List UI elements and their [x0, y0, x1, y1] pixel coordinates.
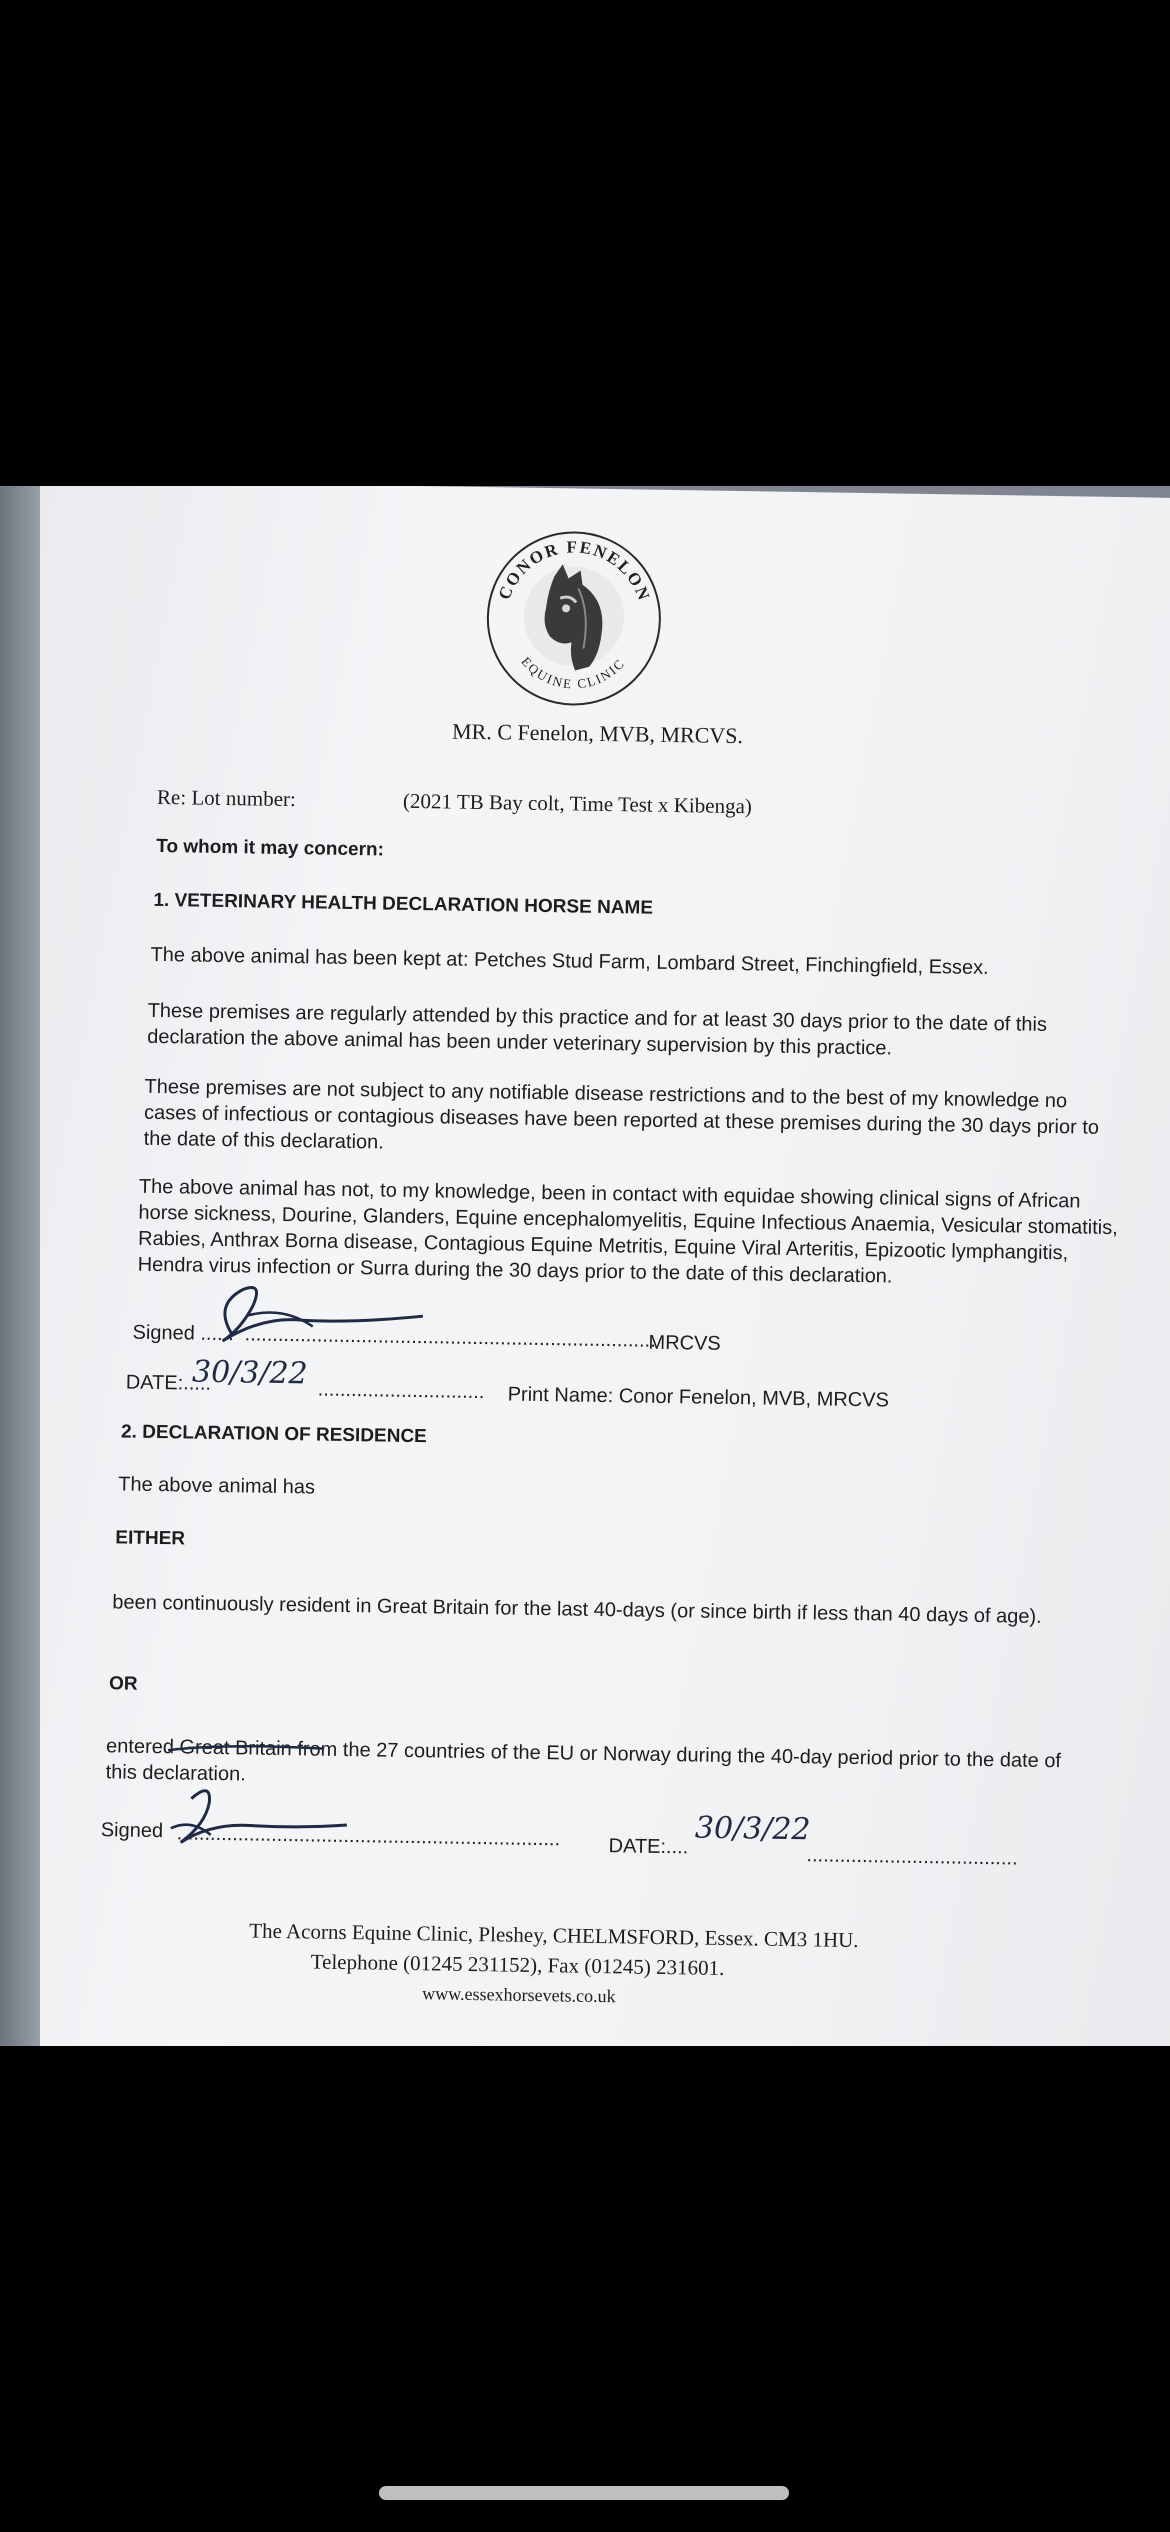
- section1-heading: 1. VETERINARY HEALTH DECLARATION HORSE NAME: [153, 889, 654, 919]
- footer-web: www.essexhorsevets.co.uk: [422, 1983, 616, 2007]
- date-dots-2: ......................................: [806, 1844, 1018, 1870]
- signed-label-1: Signed ......: [132, 1321, 234, 1346]
- date-handwritten-2: 30/3/22: [694, 1810, 811, 1848]
- home-indicator[interactable]: [379, 2486, 789, 2500]
- date-handwritten-1: 30/3/22: [191, 1354, 308, 1392]
- option-a-text: been continuously resident in Great Britain for the last 40-days (or since birth if less than 40 days of age).: [112, 1591, 1042, 1628]
- date-dots-1: ..............................: [317, 1378, 485, 1404]
- date-label-1: DATE:.....: [125, 1371, 212, 1395]
- strike-through-mark: [166, 1736, 326, 1763]
- mrcvs-label: MRCVS: [648, 1331, 721, 1355]
- kept-at-line: The above animal has been kept at: Petches Stud Farm, Lombard Street, Finchingfield, Essex.: [150, 943, 989, 980]
- restrictions-paragraph: These premises are not subject to any notifiable disease restrictions and to the best of my knowledge no cases of infectious or contagious diseases have been reported at these premises during the 30 days prior to the date of this declaration.: [143, 1075, 1100, 1154]
- signed-label-2: Signed: [100, 1819, 164, 1843]
- or-label: OR: [108, 1673, 138, 1695]
- print-name: Print Name: Conor Fenelon, MVB, MRCVS: [507, 1383, 890, 1412]
- disease-contact-paragraph: The above animal has not, to my knowledge, been in contact with equidae showing clinical signs of African horse sickness, Dourine, Glanders, Equine encephalomyelitis, Equine Infectious Anaemia, Vesicular stomatitis, Rabies, Anthrax Borna disease, Contagious Equine Metritis, Equine Viral Arteritis, Epizootic lymphangitis, Hendra virus infection or Surra during the 30 days prior to the date of this declaration.: [137, 1175, 1118, 1288]
- section2-heading: 2. DECLARATION OF RESIDENCE: [120, 1421, 427, 1448]
- document-photo: [0, 486, 1170, 2046]
- footer-phone: Telephone (01245 231152), Fax (01245) 231601.: [310, 1949, 725, 1980]
- vet-name: MR. C Fenelon, MVB, MRCVS.: [451, 718, 744, 749]
- re-lot-value: (2021 TB Bay colt, Time Test x Kibenga): [402, 788, 753, 819]
- either-label: EITHER: [115, 1527, 186, 1550]
- signed-dots-1: ..........................................................................: [244, 1323, 656, 1352]
- footer-address: The Acorns Equine Clinic, Pleshey, CHELMSFORD, Essex. CM3 1HU.: [249, 1918, 859, 1953]
- option-b-text: entered Great Britain from the 27 countries of the EU or Norway during the 40-day period prior to the date of this declaration.: [105, 1735, 1062, 1786]
- paper-left-edge: [0, 486, 40, 2046]
- clinic-logo: [482, 527, 665, 710]
- logo-text-top: CONOR FENELON: [494, 537, 654, 605]
- signature-1: [192, 1275, 433, 1359]
- premises-attended-paragraph: These premises are regularly attended by this practice and for at least 30 days prior to the date of this declaration the above animal has been under veterinary supervision by this practice.: [147, 999, 1048, 1060]
- date-label-2: DATE:....: [608, 1835, 689, 1859]
- salutation: To whom it may concern:: [156, 835, 385, 861]
- re-lot-label: Re: Lot number:: [156, 784, 297, 812]
- residence-intro: The above animal has: [118, 1473, 316, 1499]
- letter-page: [11, 486, 1170, 2046]
- signed-dots-2: .....................................................................: [176, 1822, 561, 1851]
- horse-head-icon: [523, 564, 625, 672]
- logo-text-bottom: EQUINE CLINIC: [518, 653, 628, 692]
- signature-2: [150, 1778, 351, 1861]
